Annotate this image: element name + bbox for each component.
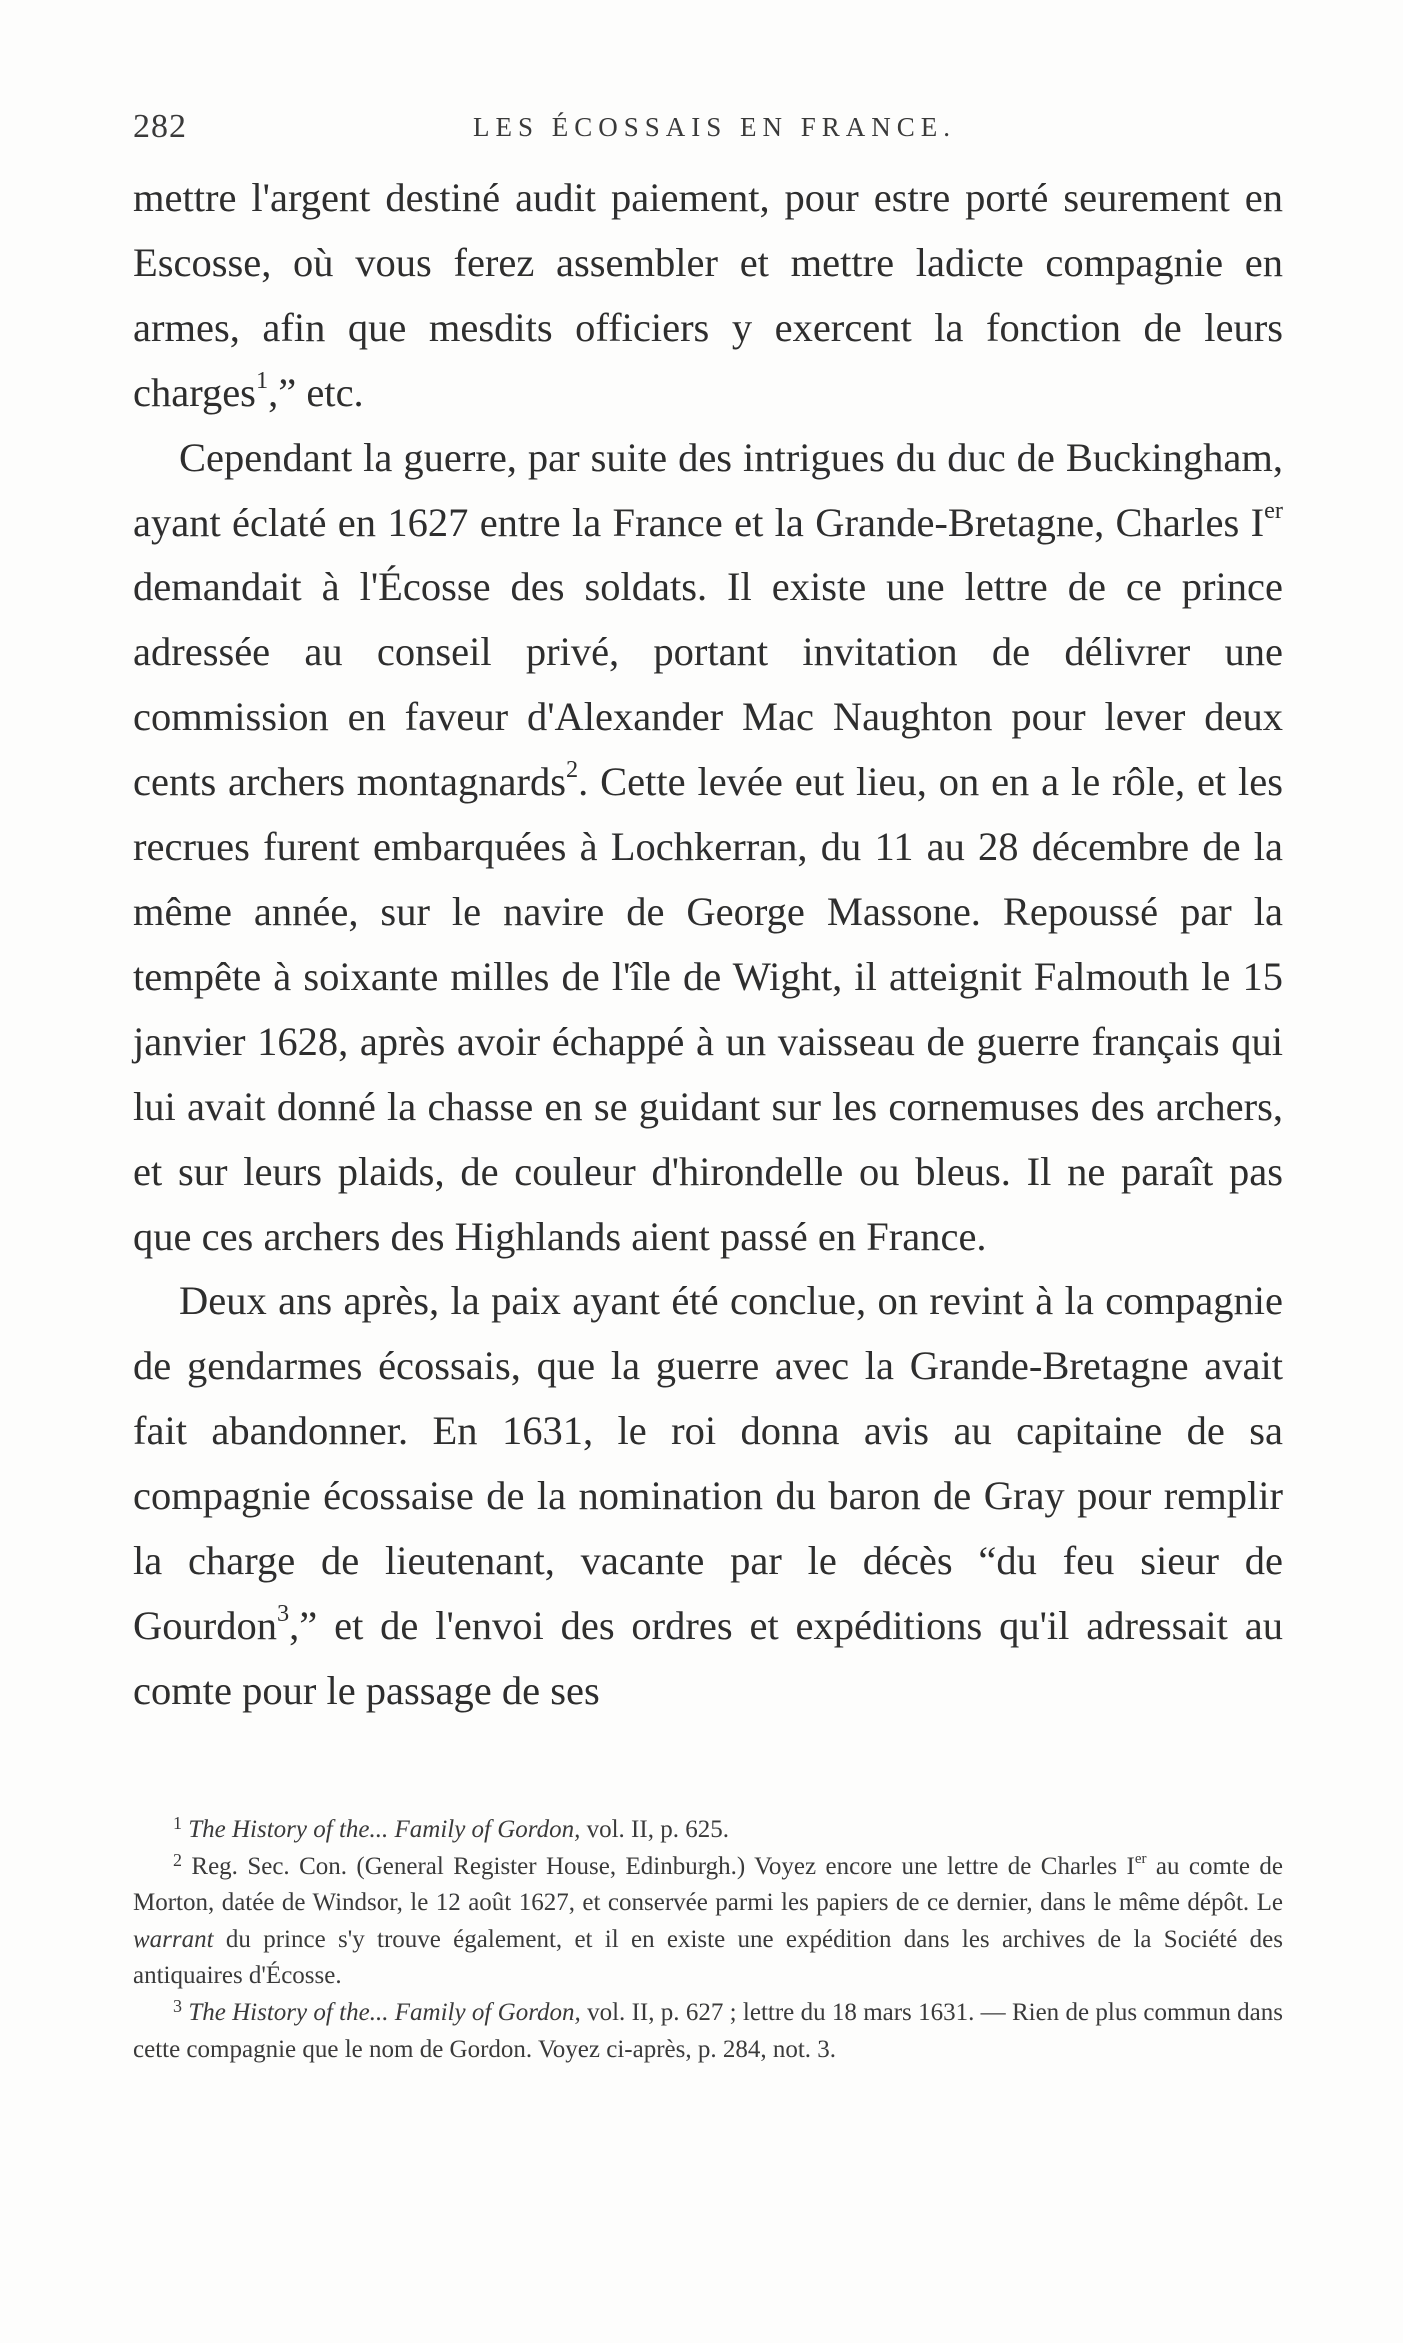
footnote-3 xyxy=(133,1995,1283,2068)
footnote-title: The History of the... Family of Gordon, xyxy=(188,1998,581,2026)
footnotes xyxy=(133,1812,1283,2068)
paragraph-1 xyxy=(133,166,1283,426)
running-head: LES ÉCOSSAIS EN FRANCE. xyxy=(473,112,957,142)
paragraph-3 xyxy=(133,1269,1283,1723)
paragraph-text: demandait à l'Écosse des soldats. Il existe une lettre de ce prince adressée au conseil privé, portant invitation de délivrer une commission en faveur d'Alexander Mac Naughton pour lever deux cents archers montagnards xyxy=(133,564,1283,805)
footnote-text: Reg. Sec. Con. (General Register House, Edinburgh.) Voyez encore une lettre de Charles I xyxy=(191,1852,1135,1880)
footnote-text: du prince s'y trouve également, et il en existe une expédition dans les archives de la Société des antiquaires d'Écosse. xyxy=(133,1925,1283,1990)
footnote-number: 2 xyxy=(173,1849,182,1870)
footnote-number: 1 xyxy=(173,1812,182,1833)
paragraph-text: . Cette levée eut lieu, on en a le rôle, et les recrues furent embarquées à Lochkerran, du 11 au 28 décembre de la même année, sur le navire de George Massone. Repoussé par la tempête à soixante milles de l'île de Wight, il atteignit Falmouth le 15 janvier 1628, après avoir échappé à un vaisseau de guerre français qui lui avait donné la chasse en se guidant sur les cornemuses des archers, et sur leurs plaids, de couleur d'hirondelle ou bleus. Il ne paraît pas que ces archers des Highlands aient passé en France. xyxy=(133,759,1283,1259)
paragraph-text: Deux ans après, la paix ayant été conclue, on revint à la compagnie de gendarmes écossais, que la guerre avec la Grande-Bretagne avait fait abandonner. En 1631, le roi donna avis au capitaine de sa compagnie écossaise de la nomination du baron de Gray pour remplir la charge de lieutenant, vacante par le décès “du feu sieur de Gourdon xyxy=(133,1278,1283,1648)
page-number: 282 xyxy=(133,108,187,145)
main-text xyxy=(133,166,1283,1724)
footnote-1 xyxy=(133,1812,1283,1849)
footnote-ref-1: 1 xyxy=(255,366,269,394)
page-header xyxy=(133,108,1283,152)
footnote-title: The History of the... Family of Gordon, xyxy=(188,1816,581,1843)
paragraph-2 xyxy=(133,426,1283,1270)
paragraph-text: ,” et de l'envoi des ordres et expéditions qu'il adressait au comte pour le passage de ses xyxy=(133,1602,1283,1713)
footnote-number: 3 xyxy=(173,1995,182,2016)
paragraph-text: Cependant la guerre, par suite des intrigues du duc de Buckingham, ayant éclaté en 1627 entre la France et la Grande-Bretagne, Charles I xyxy=(133,434,1283,545)
footnote-italic-term: warrant xyxy=(133,1925,214,1953)
footnote-2 xyxy=(133,1849,1283,1995)
ordinal-superscript: er xyxy=(1134,1850,1147,1867)
footnote-text: vol. II, p. 625. xyxy=(580,1816,729,1843)
footnote-text: au comte de Morton, datée de Windsor, le 12 août 1627, et conservée parmi les papiers de ce dernier, dans le même dépôt. Le xyxy=(133,1852,1284,1917)
footnote-ref-2: 2 xyxy=(566,755,579,783)
paragraph-text: mettre l'argent destiné audit paiement, pour estre porté seurement en Escosse, où vous ferez assembler et mettre ladicte compagnie en armes, afin que mesdits officiers y exercent la fonction de leurs charges xyxy=(133,175,1283,415)
footnote-text: vol. II, p. 627 ; lettre du 18 mars 1631. — Rien de plus commun dans cette compagnie que le nom de Gordon. Voyez ci-après, p. 284, not. 3. xyxy=(133,1998,1283,2063)
ordinal-superscript: er xyxy=(1264,496,1283,524)
paragraph-text: ,” etc. xyxy=(268,369,364,415)
footnote-ref-3: 3 xyxy=(277,1599,290,1627)
